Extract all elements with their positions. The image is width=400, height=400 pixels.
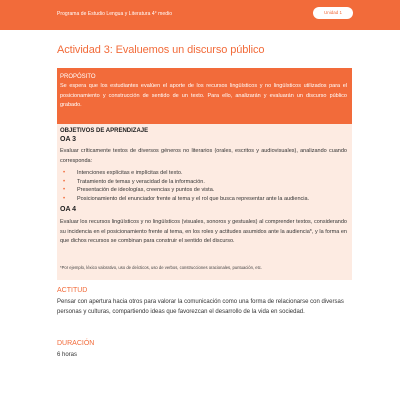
actitud-text: Pensar con apertura hacia otros para valorar la comunicación como una forma de relacionarse con diversas personas y culturas, compartiendo ideas que favorezcan el desarrollo de la vida en sociedad. (57, 299, 344, 315)
unit-badge: Unidad 1 (313, 7, 353, 19)
activity-info-box (57, 68, 352, 280)
objetivos-title: OBJETIVOS DE APRENDIZAJE (60, 128, 149, 134)
program-title: Programa de Estudio Lengua y Literatura 4° medio (57, 11, 173, 17)
oa3-text: Evaluar críticamente textos de diversos géneros no literarios (orales, escritos y audiovisuales), analizando cuando corresponda: (60, 148, 347, 164)
page-title: Actividad 3: Evaluemos un discurso público (57, 44, 265, 56)
oa3-bullet-list (60, 169, 350, 203)
proposito-panel (57, 68, 352, 124)
proposito-label: PROPÓSITO (60, 74, 96, 80)
oa4-text: Evaluar los recursos lingüísticos y no lingüísticos (visuales, sonoros y gestuales) al comprender textos, considerando su incidencia en el posicionamiento frente al tema, en los roles y actitudes asumidos ante la audiencia*, y la forma en que dichos recursos se combinan para construir el sentido del discurso. (60, 219, 347, 244)
list-item: • Posicionamiento del enunciador frente al tema y el rol que busca representar ante la audiencia. (63, 195, 310, 202)
footnote: *Por ejemplo, léxico valorativo, uso de deícticos, uso de verbos, construcciones oracionales, puntuación, etc. (60, 265, 263, 270)
list-item: • Presentación de ideologías, creencias y puntos de vista. (63, 187, 215, 193)
proposito-text: Se espera que los estudiantes evalúen el aporte de los recursos lingüísticos y no lingüísticos utilizados para el posicionamiento y construcción de sentido de un texto. Para ello, analizarán y evaluarán un discurso público grabado. (60, 83, 347, 108)
oa4-heading: OA 4 (60, 206, 77, 213)
bullet-icon: • (63, 195, 66, 202)
duracion-value: 6 horas (57, 352, 78, 358)
bullet-icon: • (63, 170, 66, 176)
list-item: • Intenciones explícitas e implícitas del texto. (63, 170, 183, 176)
header-bar (0, 0, 400, 30)
list-item: • Tratamiento de temas y veracidad de la información. (63, 178, 205, 185)
oa3-heading: OA 3 (60, 136, 77, 143)
duracion-label: DURACIÓN (57, 340, 95, 347)
bullet-icon: • (63, 187, 66, 193)
bullet-icon: • (63, 178, 66, 185)
actitud-label: ACTITUD (57, 287, 88, 294)
